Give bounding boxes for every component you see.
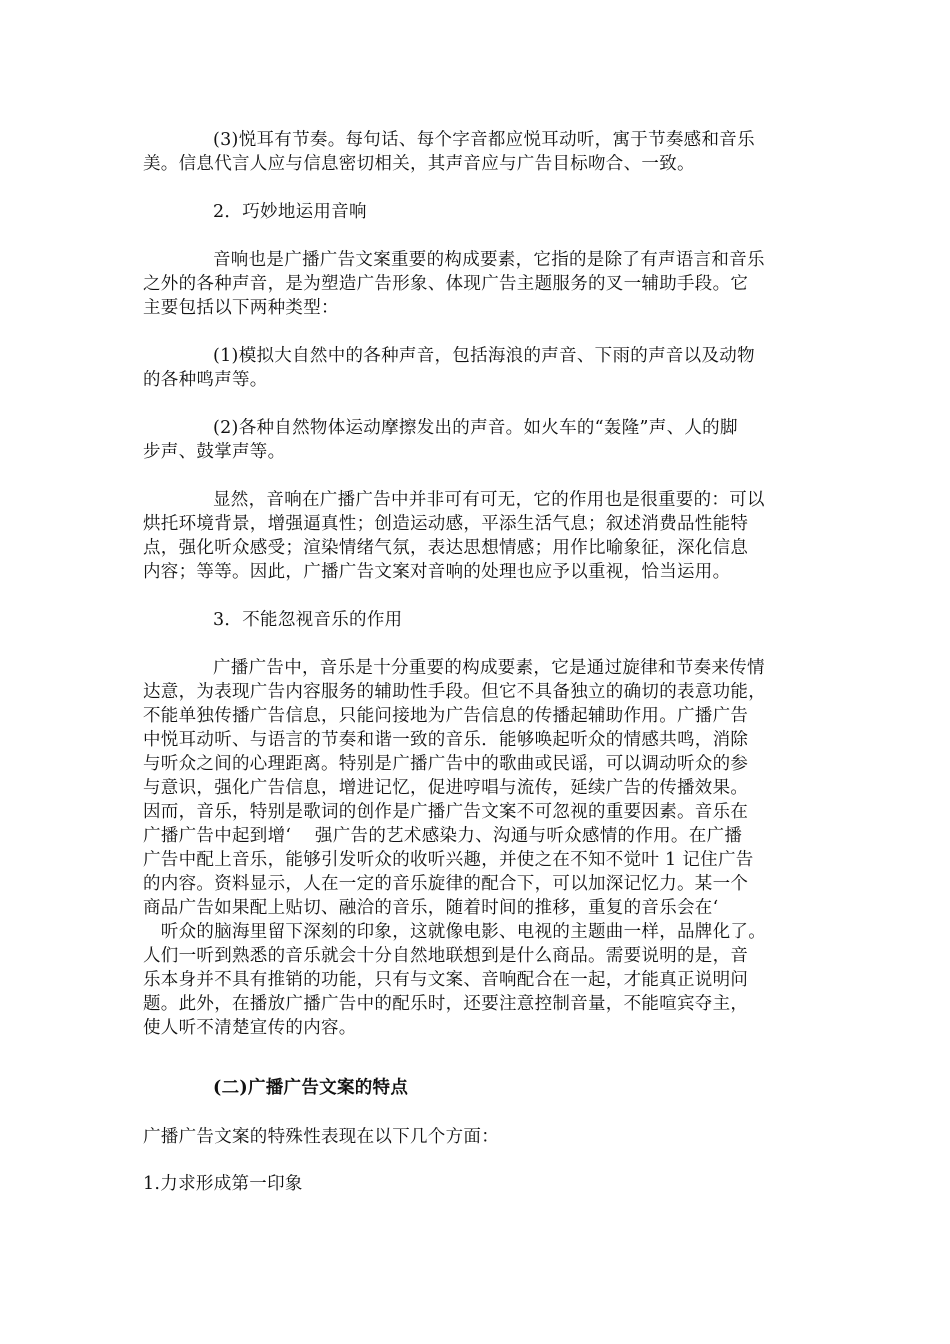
paragraph-line: 乐本身并不具有推销的功能，只有与文案、音响配合在一起，才能真正说明问 [143, 970, 749, 990]
section-heading: 3．不能忽视音乐的作用 [213, 610, 403, 630]
paragraph-line: 广告中配上音乐，能够引发听众的收听兴趣，并使之在不知不觉叶 1 记住广告 [143, 850, 754, 870]
paragraph-line: 听众的脑海里留下深刻的印象，这就像电影、电视的主题曲一样，品牌化了。 [143, 922, 766, 942]
paragraph-line: (1)模拟大自然中的各种声音，包括海浪的声音、下雨的声音以及动物 [213, 346, 755, 366]
paragraph-line: 美。信息代言人应与信息密切相关，其声音应与广告目标吻合、一致。 [143, 154, 695, 174]
paragraph-line: (3)悦耳有节奏。每句话、每个字音都应悦耳动听，寓于节奏感和音乐 [213, 130, 755, 150]
paragraph-line: 的内容。资料显示，人在一定的音乐旋律的配合下，可以加深记忆力。某一个 [143, 874, 749, 894]
paragraph-line: 广播广告中，音乐是十分重要的构成要素，它是通过旋律和节奏来传情 [213, 658, 765, 678]
paragraph-line: 商品广告如果配上贴切、融洽的音乐，随着时间的推移，重复的音乐会在‘ [143, 898, 719, 918]
paragraph-line: 中悦耳动听、与语言的节奏和谐一致的音乐．能够唤起听众的情感共鸣，消除 [143, 730, 749, 750]
paragraph-line: 主要包括以下两种类型： [143, 298, 339, 318]
paragraph-line: 题。此外，在播放广播广告中的配乐时，还要注意控制音量，不能喧宾夺主， [143, 994, 749, 1014]
paragraph-line: 步声、鼓掌声等。 [143, 442, 286, 462]
paragraph-line: 内容；等等。因此，广播广告文案对音响的处理也应予以重视，恰当运用。 [143, 562, 731, 582]
paragraph-line: (2)各种自然物体运动摩擦发出的声音。如火车的“轰隆”声、人的脚 [213, 418, 738, 438]
paragraph-line: 音响也是广播广告文案重要的构成要素，它指的是除了有声语言和音乐 [213, 250, 765, 270]
paragraph-line: 与听众之间的心理距离。特别是广播广告中的歌曲或民谣，可以调动听众的参 [143, 754, 749, 774]
paragraph-line: 之外的各种声音，是为塑造广告形象、体现广告主题服务的叉一辅助手段。它 [143, 274, 749, 294]
paragraph-line: 广播广告文案的特殊性表现在以下几个方面： [143, 1127, 499, 1147]
paragraph-line: 的各种鸣声等。 [143, 370, 268, 390]
paragraph-line: 与意识，强化广告信息，增进记忆，促进哼唱与流传，延续广告的传播效果。 [143, 778, 749, 798]
list-heading: 1.力求形成第一印象 [143, 1174, 303, 1194]
subsection-title: (二)广播广告文案的特点 [213, 1078, 409, 1098]
paragraph-line: 达意，为表现广告内容服务的辅助性手段。但它不具备独立的确切的表意功能， [143, 682, 766, 702]
paragraph-line: 人们一听到熟悉的音乐就会十分自然地联想到是什么商品。需要说明的是，音 [143, 946, 749, 966]
paragraph-line: 显然，音响在广播广告中并非可有可无，它的作用也是很重要的：可以 [213, 490, 765, 510]
paragraph-line: 广播广告中起到增‘ 强广告的艺术感染力、沟通与听众感情的作用。在广播 [143, 826, 743, 846]
paragraph-line: 使人听不清楚宣传的内容。 [143, 1018, 357, 1038]
paragraph-line: 不能单独传播广告信息，只能问接地为广告信息的传播起辅助作用。广播广告 [143, 706, 749, 726]
paragraph-line: 点，强化听众感受；渲染情绪气氛，表达思想情感；用作比喻象征，深化信息 [143, 538, 749, 558]
paragraph-line: 烘托环境背景，增强逼真性；创造运动感，平添生活气息；叙述消费品性能特 [143, 514, 749, 534]
paragraph-line: 因而，音乐，特别是歌词的创作是广播广告文案不可忽视的重要因素。音乐在 [143, 802, 749, 822]
section-heading: 2．巧妙地运用音响 [213, 202, 367, 222]
